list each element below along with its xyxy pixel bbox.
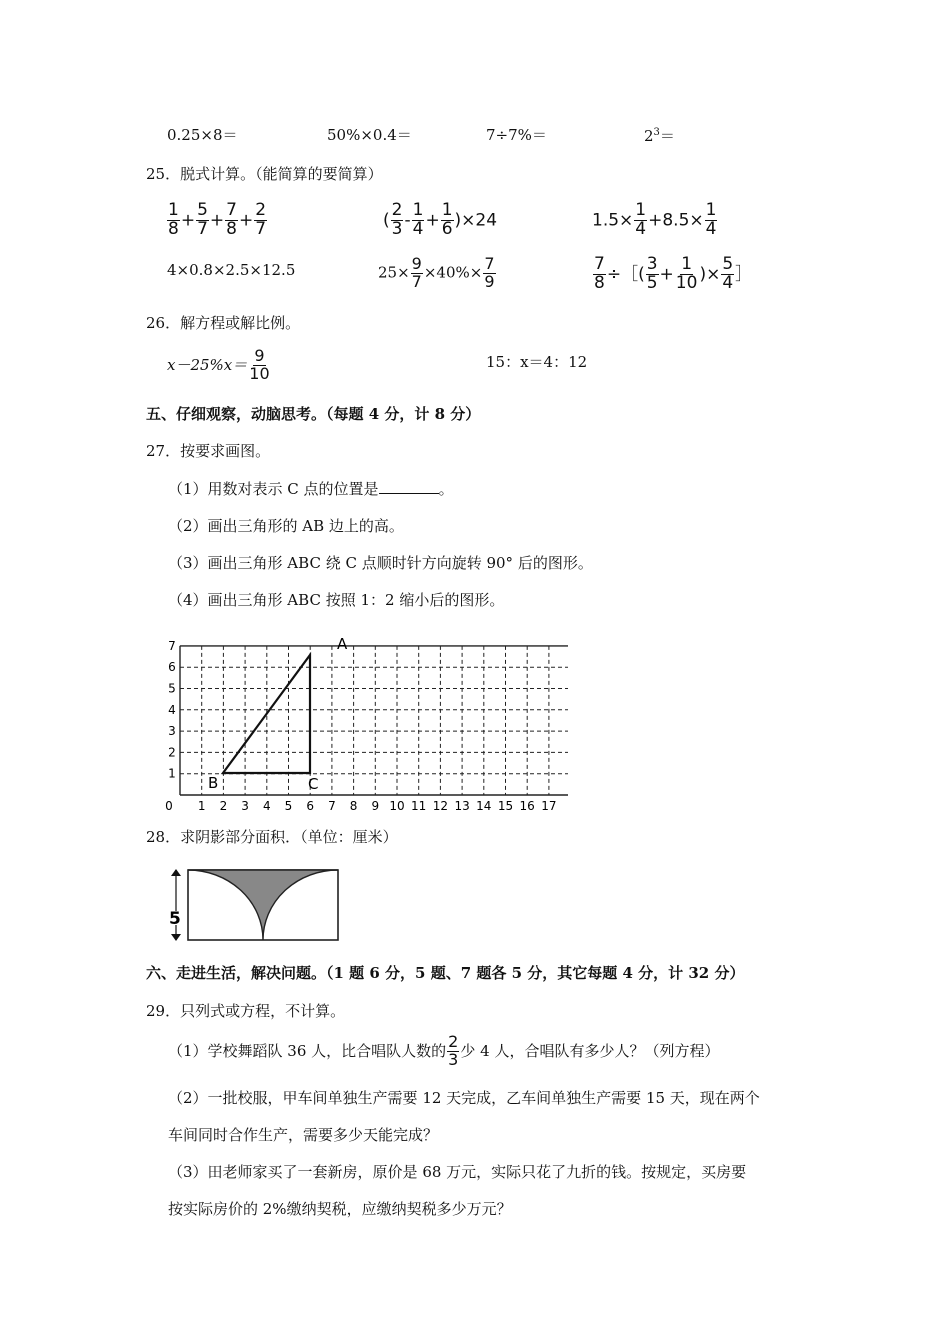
answer-blank[interactable] <box>379 492 439 494</box>
q27-part-3: （3）画出三角形 ABC 绕 C 点顺时针方向旋转 90° 后的图形。 <box>168 554 593 572</box>
frac-num: 7 <box>594 254 605 274</box>
q25-expr-2 <box>383 202 497 239</box>
frac-num: 1 <box>441 200 453 220</box>
frac-den: 7 <box>255 218 267 239</box>
section-5-title: 五、仔细观察，动脑思考。（每题 4 分，计 8 分） <box>146 405 481 423</box>
q29-part-3-line-2: 按实际房价的 2%缴纳契税，应缴纳契税多少万元？ <box>168 1200 512 1218</box>
x-tick-label: 12 <box>432 799 449 813</box>
x-tick-label: 3 <box>241 799 249 813</box>
q29-part-3-line-1: （3）田老师家买了一套新房，原价是 68 万元，实际只花了九折的钱。按规定，买房要 <box>168 1163 747 1181</box>
frac-den: 3 <box>391 218 403 239</box>
frac-den: 4 <box>635 218 647 239</box>
q27-part-4: （4）画出三角形 ABC 按照 1：2 缩小后的图形。 <box>168 591 505 609</box>
x-tick-label: 2 <box>219 799 228 813</box>
x-tick-label: 15 <box>497 799 514 813</box>
expr-tail: ×24 <box>461 210 498 231</box>
y-tick-label: 4 <box>168 702 176 717</box>
oral-b: 50%×0.4＝ <box>327 126 412 144</box>
oral-c: 7÷7%＝ <box>486 126 547 144</box>
q27-part-1-text: （1）用数对表示 C 点的位置是 <box>168 480 379 498</box>
frac-num: 9 <box>254 346 265 365</box>
frac-num: 1 <box>635 200 647 220</box>
frac-den: 4 <box>705 218 717 239</box>
y-tick-label: 7 <box>168 638 176 653</box>
x-tick-label: 8 <box>349 799 358 813</box>
shaded-area-figure <box>163 865 343 947</box>
x-tick-label: 17 <box>541 799 557 813</box>
y-tick-label: 5 <box>168 681 176 696</box>
q26-eq-2: 15：x＝4：12 <box>486 353 588 371</box>
frac-num: 5 <box>722 254 734 274</box>
operator: + <box>180 210 196 231</box>
expr-lead: 25× <box>378 263 410 282</box>
eq-lhs: x－25%x＝ <box>167 355 248 374</box>
q25-expr-6 <box>592 256 752 293</box>
grid-y-labels <box>168 639 176 781</box>
y-tick-label: 1 <box>168 766 176 781</box>
x-tick-label: 16 <box>519 799 535 813</box>
triangle-abc <box>223 655 310 773</box>
y-tick-label: 2 <box>168 745 176 760</box>
x-tick-label: 11 <box>411 799 427 813</box>
section-6-title: 六、走进生活，解决问题。（1 题 6 分，5 题、7 题各 5 分，其它每题 4 分，计 32 分） <box>146 964 745 982</box>
frac-num: 2 <box>448 1032 459 1051</box>
frac-den: 7 <box>197 218 208 239</box>
frac-num: 1 <box>705 200 717 220</box>
expr-mid: )× <box>699 264 721 285</box>
frac-den: 8 <box>594 272 605 293</box>
frac-den: 4 <box>722 272 734 293</box>
oral-d <box>644 128 675 144</box>
frac-den: 3 <box>448 1049 459 1069</box>
frac-num: 1 <box>681 254 693 274</box>
frac-den: 10 <box>249 363 270 383</box>
expr-mid: ×40%× <box>423 263 483 282</box>
frac-den: 8 <box>168 218 179 239</box>
frac-den: 6 <box>441 218 453 239</box>
frac-num: 9 <box>411 254 422 273</box>
x-tick-label: 1 <box>197 799 206 813</box>
q25-expr-4: 4×0.8×2.5×12.5 <box>167 261 296 279</box>
frac-num: 1 <box>168 200 179 220</box>
q27-part-1-end: 。 <box>438 480 454 498</box>
expr-mid: ÷［( <box>606 264 645 285</box>
q27-title: 27．按要求画图。 <box>146 442 271 460</box>
frac-den: 9 <box>484 271 495 291</box>
frac-num: 7 <box>226 200 237 220</box>
x-tick-label: 10 <box>389 799 405 813</box>
q29-part-1-text: （1）学校舞蹈队 36 人，比合唱队人数的 <box>168 1041 447 1060</box>
oral-d-exp: 3 <box>653 127 660 138</box>
oral-a: 0.25×8＝ <box>167 126 238 144</box>
frac-den: 7 <box>411 271 422 291</box>
x-tick-label: 5 <box>284 799 293 813</box>
frac-den: 10 <box>675 272 698 293</box>
x-tick-label: 4 <box>262 799 271 813</box>
q28-title: 28．求阴影部分面积．（单位：厘米） <box>146 828 398 846</box>
x-tick-label: 7 <box>328 799 336 813</box>
frac-num: 7 <box>484 254 495 273</box>
arrow-down-icon <box>171 934 181 941</box>
grid-x-labels <box>165 799 556 813</box>
frac-num: 3 <box>646 254 658 274</box>
x-tick-label: 14 <box>476 799 492 813</box>
x-tick-label: 13 <box>454 799 470 813</box>
y-tick-label: 3 <box>168 724 176 739</box>
q29-title: 29．只列式或方程，不计算。 <box>146 1002 346 1020</box>
bracket: ］ <box>735 264 753 285</box>
x-tick-label: 0 <box>165 799 173 813</box>
operator: + <box>238 210 254 231</box>
operator: + <box>209 210 225 231</box>
operator: + <box>425 210 440 231</box>
y-tick-label: 6 <box>168 660 176 675</box>
q25-expr-3 <box>592 202 718 239</box>
x-tick-label: 6 <box>306 799 315 813</box>
q26-title: 26．解方程或解比例。 <box>146 314 301 332</box>
x-tick-label: 9 <box>371 799 380 813</box>
q26-eq-1 <box>167 348 272 383</box>
q27-part-2: （2）画出三角形的 AB 边上的高。 <box>168 517 404 535</box>
label-a: A <box>337 635 348 653</box>
oral-d-base: 2 <box>644 127 654 145</box>
operator: + <box>659 264 674 285</box>
arrow-up-icon <box>171 869 181 876</box>
label-b: B <box>208 774 219 792</box>
frac-den: 5 <box>646 272 658 293</box>
paren: ) <box>454 210 462 231</box>
q25-expr-1 <box>166 202 268 239</box>
q25-expr-5 <box>378 256 497 291</box>
paren: ( <box>383 210 390 231</box>
frac-den: 4 <box>412 218 424 239</box>
q29-part-1 <box>168 1034 719 1069</box>
dimension-label: 5 <box>169 909 181 929</box>
coordinate-grid <box>163 625 568 815</box>
frac-num: 5 <box>197 200 208 220</box>
frac-num: 1 <box>412 200 424 220</box>
q29-part-1-end: 少 4 人，合唱队有多少人？（列方程） <box>460 1041 720 1060</box>
q29-part-2-line-2: 车间同时合作生产，需要多少天能完成？ <box>168 1126 439 1144</box>
q29-part-2-line-1: （2）一批校服，甲车间单独生产需要 12 天完成，乙车间单独生产需要 15 天，现在两个 <box>168 1089 760 1107</box>
label-c: C <box>308 775 319 793</box>
frac-den: 8 <box>226 218 237 239</box>
oral-d-eq: ＝ <box>659 127 675 145</box>
expr-lead: 1.5× <box>592 210 634 231</box>
operator: - <box>404 210 411 231</box>
frac-num: 2 <box>391 200 403 220</box>
q25-title: 25．脱式计算。（能简算的要简算） <box>146 165 383 183</box>
expr-mid: +8.5× <box>648 210 704 231</box>
frac-num: 2 <box>255 200 267 220</box>
q27-part-1 <box>168 482 454 497</box>
